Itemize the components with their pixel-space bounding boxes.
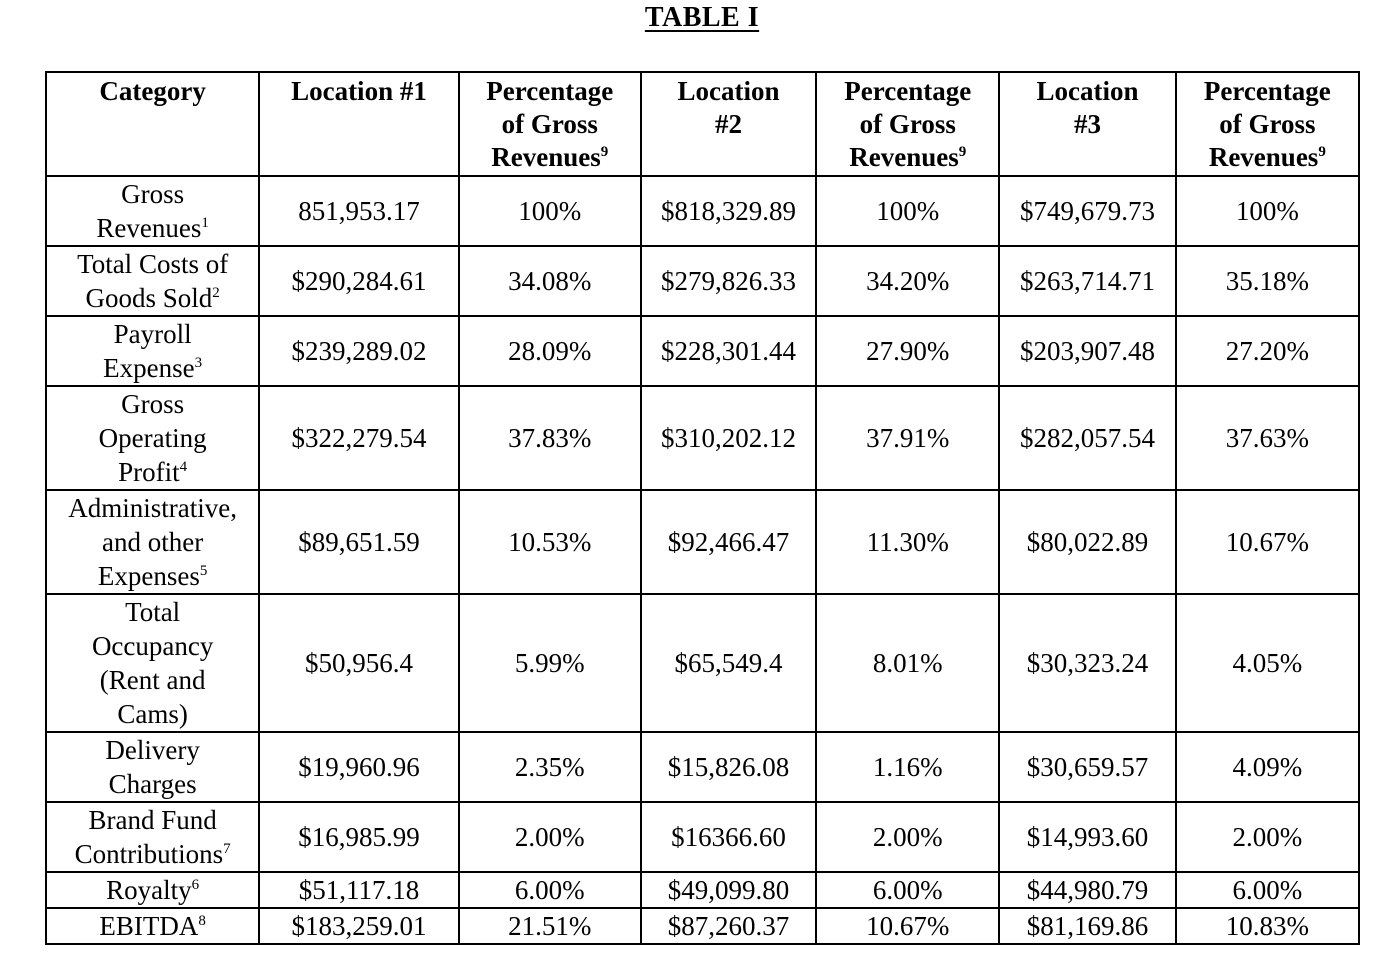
- table-row-administrative-expenses: [46, 490, 1359, 594]
- category-cell: Royalty$^6$: [46, 872, 259, 908]
- location-3-value: $263,714.71: [999, 246, 1175, 316]
- location-3-value: $282,057.54: [999, 386, 1175, 490]
- location-1-value: $290,284.61: [259, 246, 458, 316]
- percentage-1-value: 5.99%: [459, 594, 641, 732]
- category-cell: Payroll Expense$^3$: [46, 316, 259, 386]
- percentage-2-value: 1.16%: [816, 732, 999, 802]
- table-row-total-occupancy: [46, 594, 1359, 732]
- location-1-value: $51,117.18: [259, 872, 458, 908]
- percentage-2-value: 27.90%: [816, 316, 999, 386]
- percentage-1-value: 21.51%: [459, 908, 641, 944]
- location-2-value: $818,329.89: [641, 176, 816, 246]
- table-title: TABLE I: [644, 2, 760, 33]
- location-1-value: 851,953.17: [259, 176, 458, 246]
- location-3-value: $203,907.48: [999, 316, 1175, 386]
- location-1-value: $50,956.4: [259, 594, 458, 732]
- percentage-2-value: 100%: [816, 176, 999, 246]
- percentage-1-value: 2.35%: [459, 732, 641, 802]
- location-3-value: $30,323.24: [999, 594, 1175, 732]
- location-3-value: $44,980.79: [999, 872, 1175, 908]
- category-cell: Gross Revenues$^1$: [46, 176, 259, 246]
- category-cell: EBITDA$^8$: [46, 908, 259, 944]
- header-location-2: Location #2: [641, 72, 816, 176]
- percentage-1-value: 34.08%: [459, 246, 641, 316]
- percentage-3-value: 4.05%: [1176, 594, 1359, 732]
- location-1-value: $16,985.99: [259, 802, 458, 872]
- location-2-value: $15,826.08: [641, 732, 816, 802]
- location-1-value: $19,960.96: [259, 732, 458, 802]
- location-1-value: $239,289.02: [259, 316, 458, 386]
- location-3-value: $749,679.73: [999, 176, 1175, 246]
- location-2-value: $279,826.33: [641, 246, 816, 316]
- table-row-brand-fund: [46, 802, 1359, 872]
- percentage-1-value: 10.53%: [459, 490, 641, 594]
- percentage-2-value: 10.67%: [816, 908, 999, 944]
- table-row-costs-of-goods-sold: [46, 246, 1359, 316]
- percentage-3-value: 35.18%: [1176, 246, 1359, 316]
- percentage-3-value: 2.00%: [1176, 802, 1359, 872]
- percentage-3-value: 37.63%: [1176, 386, 1359, 490]
- percentage-1-value: 37.83%: [459, 386, 641, 490]
- percentage-3-value: 6.00%: [1176, 872, 1359, 908]
- location-1-value: $183,259.01: [259, 908, 458, 944]
- table-row-delivery-charges: [46, 732, 1359, 802]
- header-percentage-1: Percentage of Gross Revenues$^9$: [459, 72, 641, 176]
- location-2-value: $16366.60: [641, 802, 816, 872]
- percentage-2-value: 37.91%: [816, 386, 999, 490]
- location-2-value: $49,099.80: [641, 872, 816, 908]
- location-2-value: $228,301.44: [641, 316, 816, 386]
- location-3-value: $14,993.60: [999, 802, 1175, 872]
- category-cell: Total Costs of Goods Sold$^2$: [46, 246, 259, 316]
- location-2-value: $87,260.37: [641, 908, 816, 944]
- header-row: [46, 72, 1359, 176]
- header-percentage-2: Percentage of Gross Revenues$^9$: [816, 72, 999, 176]
- location-2-value: $92,466.47: [641, 490, 816, 594]
- category-cell: Gross Operating Profit$^4$: [46, 386, 259, 490]
- percentage-3-value: 10.67%: [1176, 490, 1359, 594]
- header-location-3: Location #3: [999, 72, 1175, 176]
- percentage-2-value: 6.00%: [816, 872, 999, 908]
- percentage-3-value: 27.20%: [1176, 316, 1359, 386]
- header-location-1: Location #1: [259, 72, 458, 176]
- location-2-value: $310,202.12: [641, 386, 816, 490]
- percentage-1-value: 28.09%: [459, 316, 641, 386]
- percentage-3-value: 10.83%: [1176, 908, 1359, 944]
- location-3-value: $81,169.86: [999, 908, 1175, 944]
- header-category: Category: [46, 72, 259, 176]
- percentage-2-value: 11.30%: [816, 490, 999, 594]
- location-3-value: $80,022.89: [999, 490, 1175, 594]
- category-cell: Delivery Charges: [46, 732, 259, 802]
- table-row-ebitda: [46, 908, 1359, 944]
- percentage-1-value: 6.00%: [459, 872, 641, 908]
- percentage-2-value: 8.01%: [816, 594, 999, 732]
- percentage-3-value: 4.09%: [1176, 732, 1359, 802]
- location-3-value: $30,659.57: [999, 732, 1175, 802]
- percentage-1-value: 2.00%: [459, 802, 641, 872]
- financial-table: [45, 71, 1360, 945]
- location-1-value: $89,651.59: [259, 490, 458, 594]
- table-row-gross-revenues: [46, 176, 1359, 246]
- percentage-3-value: 100%: [1176, 176, 1359, 246]
- category-cell: Administrative, and other Expenses$^5$: [46, 490, 259, 594]
- percentage-1-value: 100%: [459, 176, 641, 246]
- table-row-payroll-expense: [46, 316, 1359, 386]
- category-cell: Brand Fund Contributions$^7$: [46, 802, 259, 872]
- table-row-royalty: [46, 872, 1359, 908]
- category-cell: Total Occupancy (Rent and Cams): [46, 594, 259, 732]
- location-2-value: $65,549.4: [641, 594, 816, 732]
- location-1-value: $322,279.54: [259, 386, 458, 490]
- header-percentage-3: Percentage of Gross Revenues$^9$: [1176, 72, 1359, 176]
- table-row-gross-operating-profit: [46, 386, 1359, 490]
- percentage-2-value: 2.00%: [816, 802, 999, 872]
- percentage-2-value: 34.20%: [816, 246, 999, 316]
